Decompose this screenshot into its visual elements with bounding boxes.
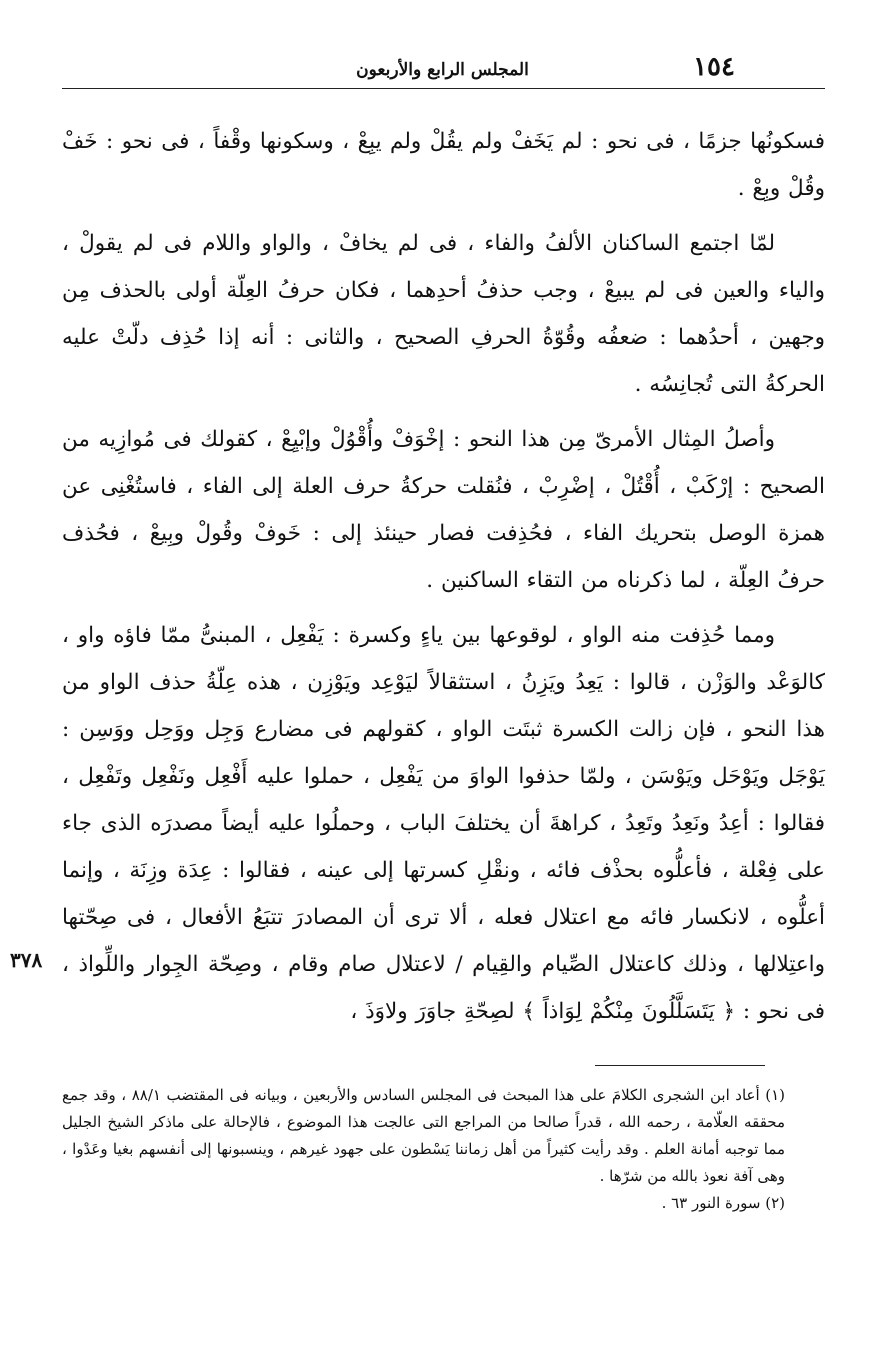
footnote-divider: [595, 1065, 765, 1066]
paragraph: وأصلُ المِثال الأمرىّ مِن هذا النحو : إخْوَفْ وأُقْوُلْ وإبْيِعْ ، كقولك فى مُوازِيه من الصحيح : إرْكَبْ ، أُقْتُلْ ، إضْرِبْ ، فنُقلت حركةُ حرف العلة إلى الفاء ، فاستُغْنِى عن همزة الوصل بتحريك الفاء ، فحُذِفت فصار حينئذ إلى : خَوفْ وقُولْ وبِيعْ ، فحُذف حرفُ العِلّة ، لما ذكرناه من التقاء الساكنين .: [62, 427, 825, 593]
footnotes: [62, 1082, 785, 1217]
page-header: [60, 52, 825, 92]
footnote: (١) أعاد ابن الشجرى الكلامَ على هذا المبحث فى المجلس السادس والأربعين ، وبيانه فى المقتضب ٨٨/١ ، وقد جمع محققه العلّامة ، رحمه الله ، قدراً صالحا من المراجع التى عالجت هذا الموضوع ، فالإحالة على ماذكر الشيخ الجليل مما توجبه أمانة العلم . وقد رأيت كثيراً من أهل زماننا يَسْطون على جهود غيرهم ، وينسبونها إلى أنفسهم بغيا وعَدْوا ، وهى آفة نعوذ بالله من شرّها .: [62, 1086, 785, 1185]
footnote: (٢) سورة النور ٦٣ .: [661, 1194, 785, 1212]
paragraph: فسكونُها جزمًا ، فى نحو : لم يَخَفْ ولم يقُلْ ولم يبِعْ ، وسكونها وقْفاً ، فى نحو : خَفْ وقُلْ وبِعْ .: [62, 129, 825, 201]
paragraph: لمّا اجتمع الساكنان الألفُ والفاء ، فى لم يخافْ ، والواو واللام فى لم يقولْ ، والياء والعين فى لم يبيعْ ، وجب حذفُ أحدِهما ، فكان حرفُ العِلّة أولى بالحذف مِن وجهين ، أحدُهما : ضعفُه وقُوّةُ الحرفِ الصحيح ، والثانى : أنه إذا حُذِف دلّتْ عليه الحركةُ التى تُجانِسُه .: [62, 231, 825, 397]
paragraph: ومما حُذِفت منه الواو ، لوقوعها بين ياءٍ وكسرة : يَفْعِل ، المبنىُّ ممّا فاؤه واو ، كالوَعْد والوَزْن ، قالوا : يَعِدُ ويَزِنُ ، استثقالاً ليَوْعِد ويَوْزِن ، هذه عِلّةُ حذف الواو من هذا النحو ، فإن زالت الكسرة ثبتَت الواو ، كقولهم فى مضارع وَجِل ووَحِل ووَسِن : يَوْجَل ويَوْحَل ويَوْسَن ، ولمّا حذفوا الواوَ من يَفْعِل ، حملوا عليه أَفْعِل ونَفْعِل وتَفْعِل ، فقالوا : أعِدُ ونَعِدُ وتَعِدُ ، كراهةَ أن يختلفَ الباب ، وحملُوا عليه أيضاً مصدرَه الذى جاء على فِعْلة ، فأعلُّوه بحذْف فائه ، ونقْلِ كسرتها إلى عينه ، فقالوا : عِدَة وزِنَة ، وإنما أعلُّوه ، لانكسار فائه مع اعتلال فعله ، ألا ترى أن المصادرَ تتبَعُ الأفعال ، فى صِحّتها واعتِلالها ، وذلك كاعتلال الصِّيام والقِيام / لاعتلال صام وقام ، وصِحّة الجِوار واللِّواذ ، فى نحو : ﴿ يَتَسَلَّلُونَ مِنْكُمْ لِوَاذاً ﴾ لصِحّةِ جاوَرَ ولاوَذَ ،: [62, 623, 825, 1024]
margin-page-reference: ٣٧٨: [10, 948, 43, 972]
header-divider: [62, 88, 825, 89]
running-title: المجلس الرابع والأربعون: [356, 60, 529, 80]
page-number: ١٥٤: [693, 52, 735, 82]
main-text: [62, 118, 825, 1043]
